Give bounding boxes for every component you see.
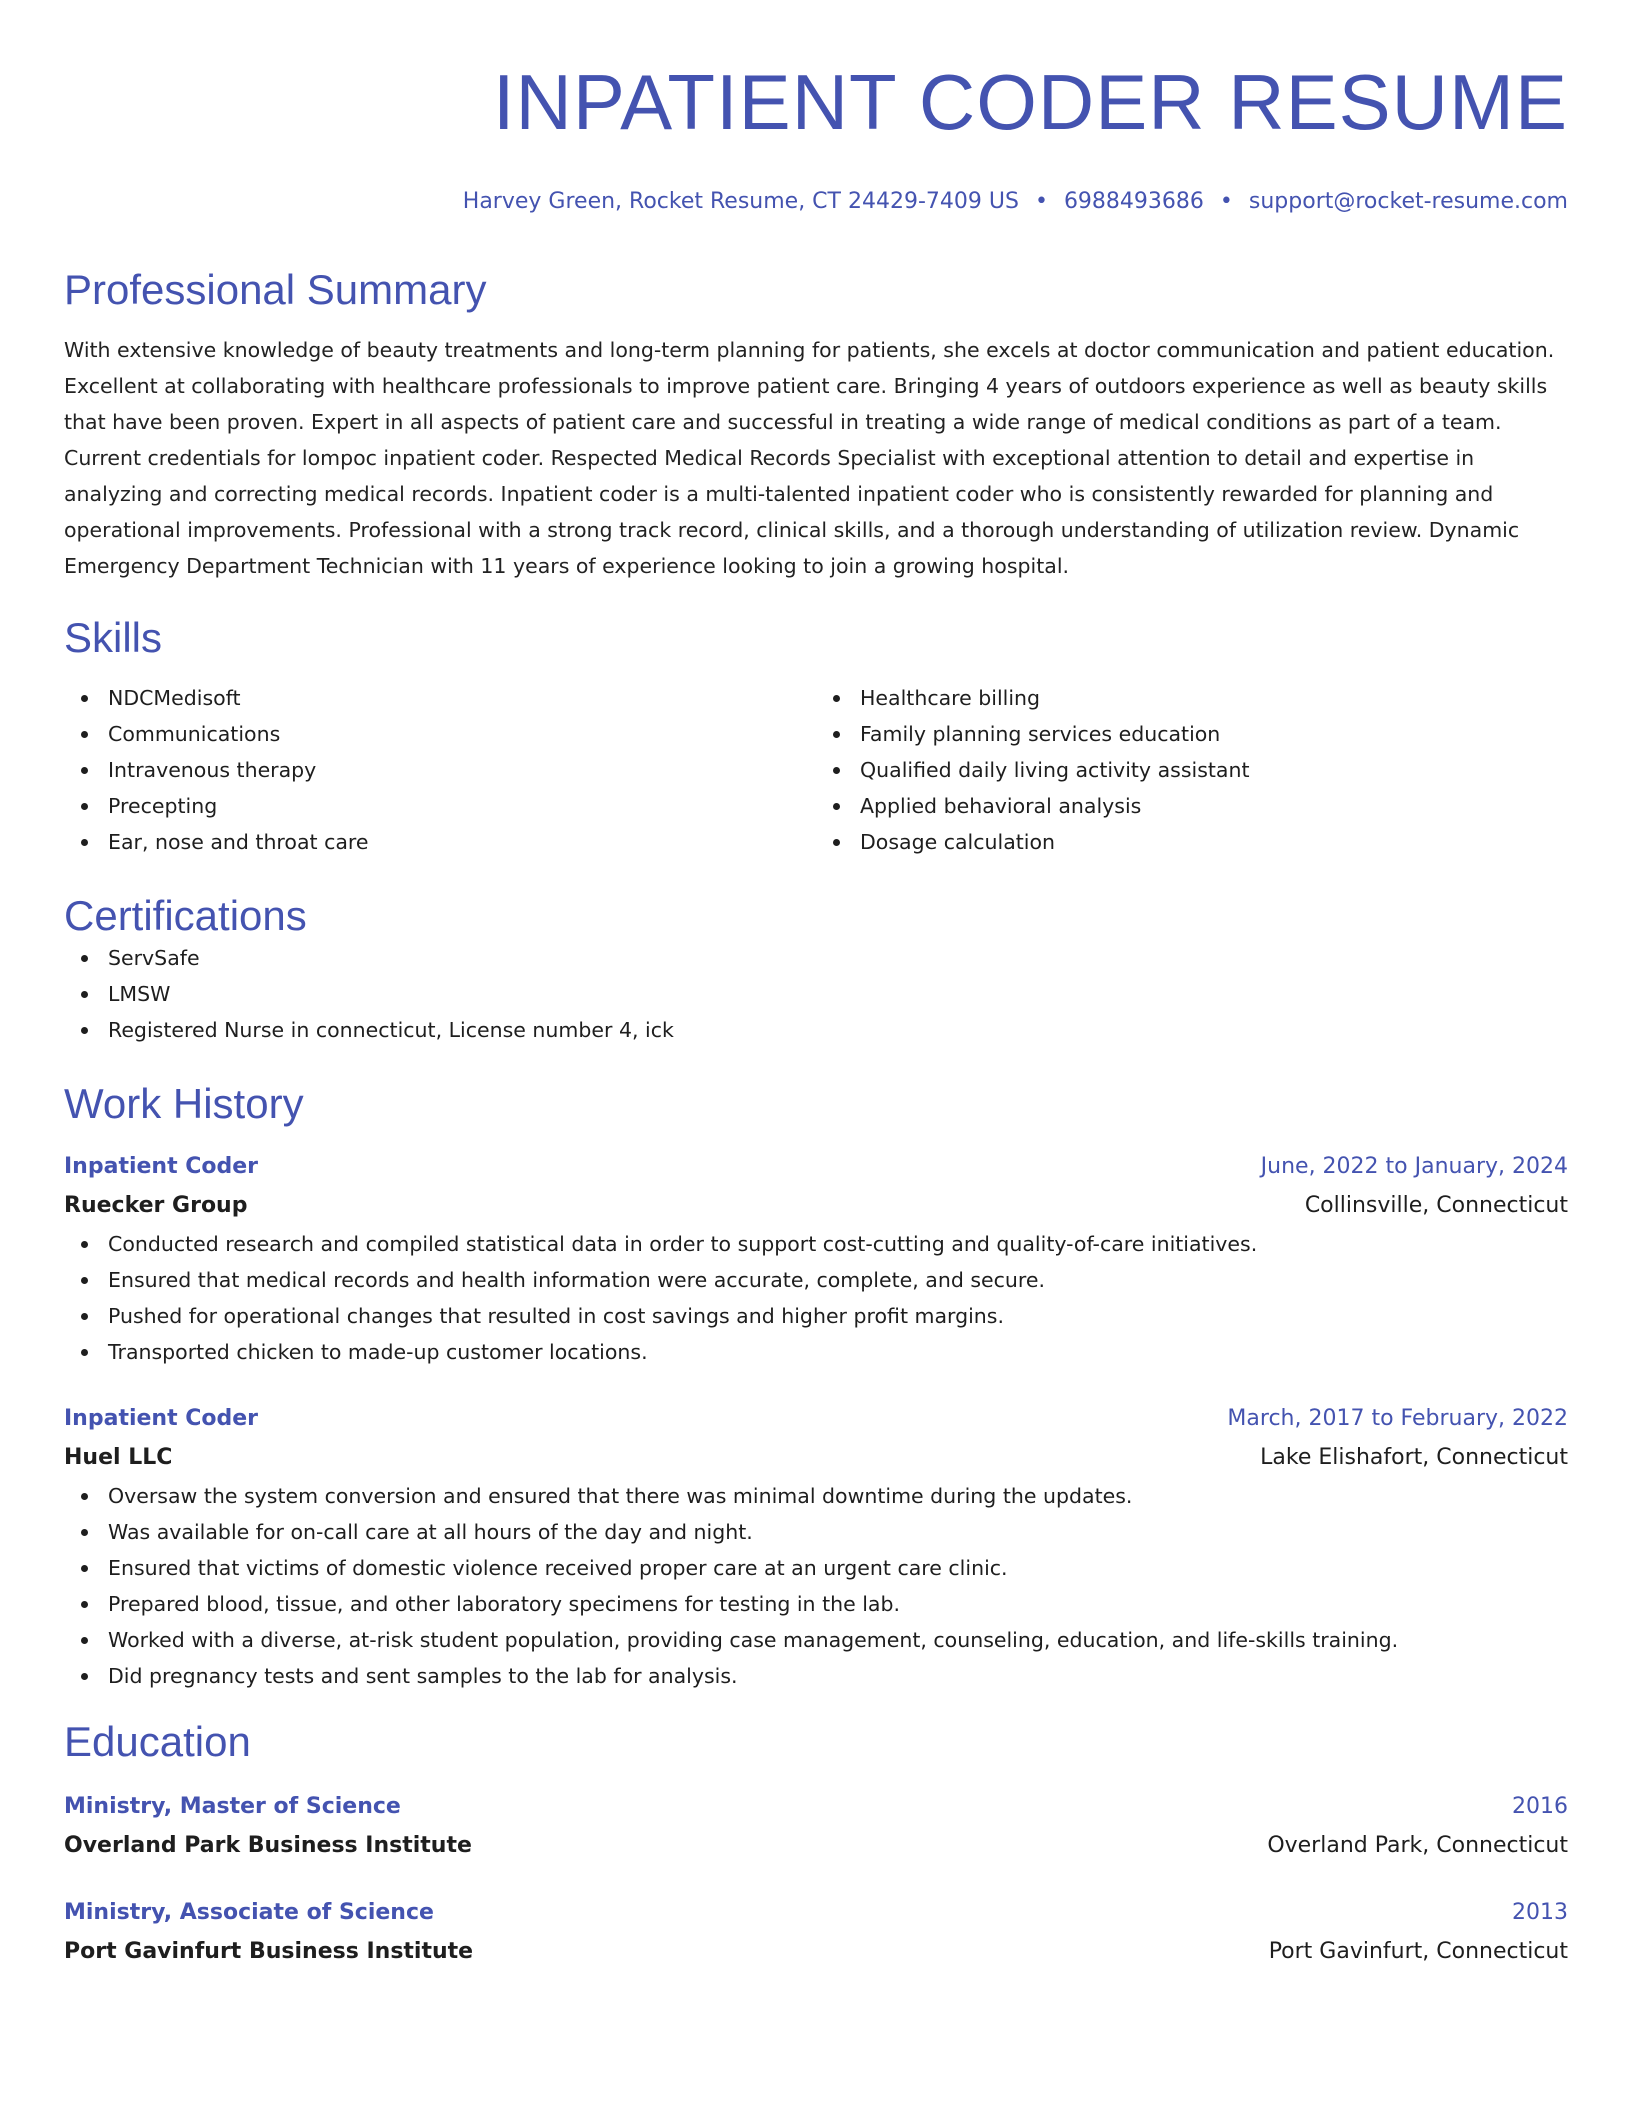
resume-title: INPATIENT CODER RESUME (492, 58, 1568, 146)
skill-item: Healthcare billing (816, 680, 1568, 716)
job-dates: March, 2017 to February, 2022 (1227, 1406, 1568, 1431)
education-entry (64, 1788, 1568, 1866)
skill-item: Applied behavioral analysis (816, 788, 1568, 824)
graduation-year: 2013 (1512, 1900, 1568, 1925)
summary-heading: Professional Summary (64, 266, 487, 313)
job-duty-item: Ensured that victims of domestic violence received proper care at an urgent care clinic. (64, 1550, 1568, 1586)
job-title: Inpatient Coder (64, 1406, 259, 1431)
education-heading: Education (64, 1718, 251, 1765)
certification-item: LMSW (64, 976, 1568, 1012)
certification-item: Registered Nurse in connecticut, License number 4, ick (64, 1012, 1568, 1048)
job-duty-item: Oversaw the system conversion and ensured that there was minimal downtime during the updates. (64, 1478, 1568, 1514)
skill-item: Family planning services education (816, 716, 1568, 752)
skill-item: Ear, nose and throat care (64, 824, 816, 860)
work-entry (64, 1148, 1568, 1370)
skills-heading: Skills (64, 614, 163, 661)
skill-item: NDCMedisoft (64, 680, 816, 716)
school-name: Overland Park Business Institute (64, 1833, 472, 1858)
job-duty-item: Transported chicken to made-up customer locations. (64, 1334, 1568, 1370)
graduation-year: 2016 (1512, 1794, 1568, 1819)
skills-column-right (816, 680, 1568, 860)
work-history-heading: Work History (64, 1080, 304, 1127)
certifications-heading: Certifications (64, 892, 307, 939)
skills-column-left (64, 680, 816, 860)
contact-separator: • (1034, 189, 1048, 214)
job-location: Collinsville, Connecticut (1304, 1193, 1568, 1218)
job-company: Huel LLC (64, 1445, 173, 1470)
contact-separator: • (1219, 189, 1233, 214)
contact-email: support@rocket-resume.com (1248, 189, 1568, 214)
job-duties (64, 1478, 1568, 1694)
summary-text: With extensive knowledge of beauty treatments and long-term planning for patients, she excels at doctor communication and patient education. Excellent at collaborating with healthcare professionals to improve patient care. Bringing 4 years of outdoors experience as well as beauty skills that have been proven. Expert in all aspects of patient care and successful in treating a wide range of medical conditions as part of a team. Current credentials for lompoc inpatient coder. Respected Medical Records Specialist with exceptional attention to detail and expertise in analyzing and correcting medical records. Inpatient coder is a multi-talented inpatient coder who is consistently rewarded for planning and operational improvements. Professional with a strong track record, clinical skills, and a thorough understanding of utilization review. Dynamic Emergency Department Technician with 11 years of experience looking to join a growing hospital. (64, 338, 1555, 578)
skill-item: Communications (64, 716, 816, 752)
school-location: Overland Park, Connecticut (1267, 1833, 1568, 1858)
contact-address: Harvey Green, Rocket Resume, CT 24429-7409 US (462, 189, 1019, 214)
skill-item: Qualified daily living activity assistant (816, 752, 1568, 788)
job-duties (64, 1226, 1568, 1370)
job-duty-item: Worked with a diverse, at-risk student population, providing case management, counseling, education, and life-skills training. (64, 1622, 1568, 1658)
job-duty-item: Conducted research and compiled statistical data in order to support cost-cutting and quality-of-care initiatives. (64, 1226, 1568, 1262)
job-title: Inpatient Coder (64, 1154, 259, 1179)
contact-phone: 6988493686 (1063, 189, 1204, 214)
contact-line (64, 186, 1568, 218)
job-duty-item: Was available for on-call care at all hours of the day and night. (64, 1514, 1568, 1550)
job-company: Ruecker Group (64, 1193, 248, 1218)
school-name: Port Gavinfurt Business Institute (64, 1939, 474, 1964)
school-location: Port Gavinfurt, Connecticut (1268, 1939, 1568, 1964)
certification-item: ServSafe (64, 940, 1568, 976)
work-entry (64, 1400, 1568, 1694)
job-duty-item: Pushed for operational changes that resulted in cost savings and higher profit margins. (64, 1298, 1568, 1334)
job-duty-item: Did pregnancy tests and sent samples to the lab for analysis. (64, 1658, 1568, 1694)
skill-item: Dosage calculation (816, 824, 1568, 860)
job-dates: June, 2022 to January, 2024 (1260, 1154, 1568, 1179)
job-duty-item: Prepared blood, tissue, and other laboratory specimens for testing in the lab. (64, 1586, 1568, 1622)
degree: Ministry, Master of Science (64, 1794, 401, 1819)
job-location: Lake Elishafort, Connecticut (1260, 1445, 1568, 1470)
degree: Ministry, Associate of Science (64, 1900, 434, 1925)
skill-item: Precepting (64, 788, 816, 824)
job-duty-item: Ensured that medical records and health information were accurate, complete, and secure. (64, 1262, 1568, 1298)
certifications-list (64, 940, 1568, 1048)
skill-item: Intravenous therapy (64, 752, 816, 788)
skills-list (64, 680, 1568, 860)
education-entry (64, 1894, 1568, 1972)
